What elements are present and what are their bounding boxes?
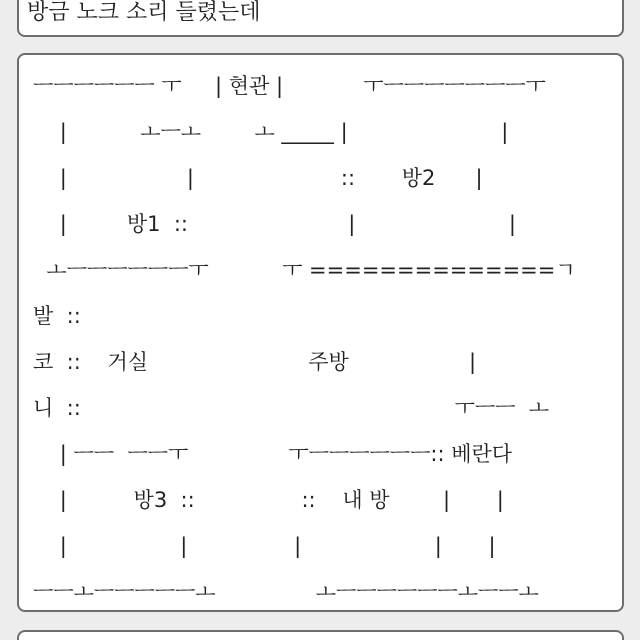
floorplan-line-11: | | | | |	[33, 534, 496, 558]
floorplan-line-12: ㅡㅡㅗㅡㅡㅡㅡㅡㅗ ㅗㅡㅡㅡㅡㅡㅡㅗㅡㅡㅗ	[33, 580, 539, 604]
floorplan-line-1: ㅡㅡㅡㅡㅡㅡ ㅜ | 현관 | ㅜㅡㅡㅡㅡㅡㅡㅡㅜ	[33, 74, 546, 98]
floorplan-line-7: 코 :: 거실 주방 |	[33, 350, 477, 374]
floorplan-card	[17, 53, 624, 612]
floorplan-line-6: 발 ::	[33, 304, 81, 328]
floorplan-line-5: ㅗㅡㅡㅡㅡㅡㅡㅜ ㅜ ==============ㄱ	[33, 258, 576, 282]
floorplan-ascii	[33, 63, 576, 615]
floorplan-line-10: | 방3 :: :: 내 방 | |	[33, 488, 504, 512]
previous-message-card	[17, 0, 624, 37]
floorplan-line-8: 니 :: ㅜㅡㅡ ㅗ	[33, 396, 550, 420]
previous-message-text: 방금 노크 소리 들렸는데	[27, 0, 261, 25]
floorplan-line-3: | | :: 방2 |	[33, 166, 483, 190]
floorplan-line-9: | ㅡㅡ ㅡㅡㅜ ㅜㅡㅡㅡㅡㅡㅡ:: 베란다	[33, 442, 513, 466]
floorplan-line-4: | 방1 :: | |	[33, 212, 516, 236]
floorplan-line-2: | ㅗㅡㅗ ㅗ _____ | |	[33, 120, 509, 144]
next-message-card	[17, 630, 624, 640]
